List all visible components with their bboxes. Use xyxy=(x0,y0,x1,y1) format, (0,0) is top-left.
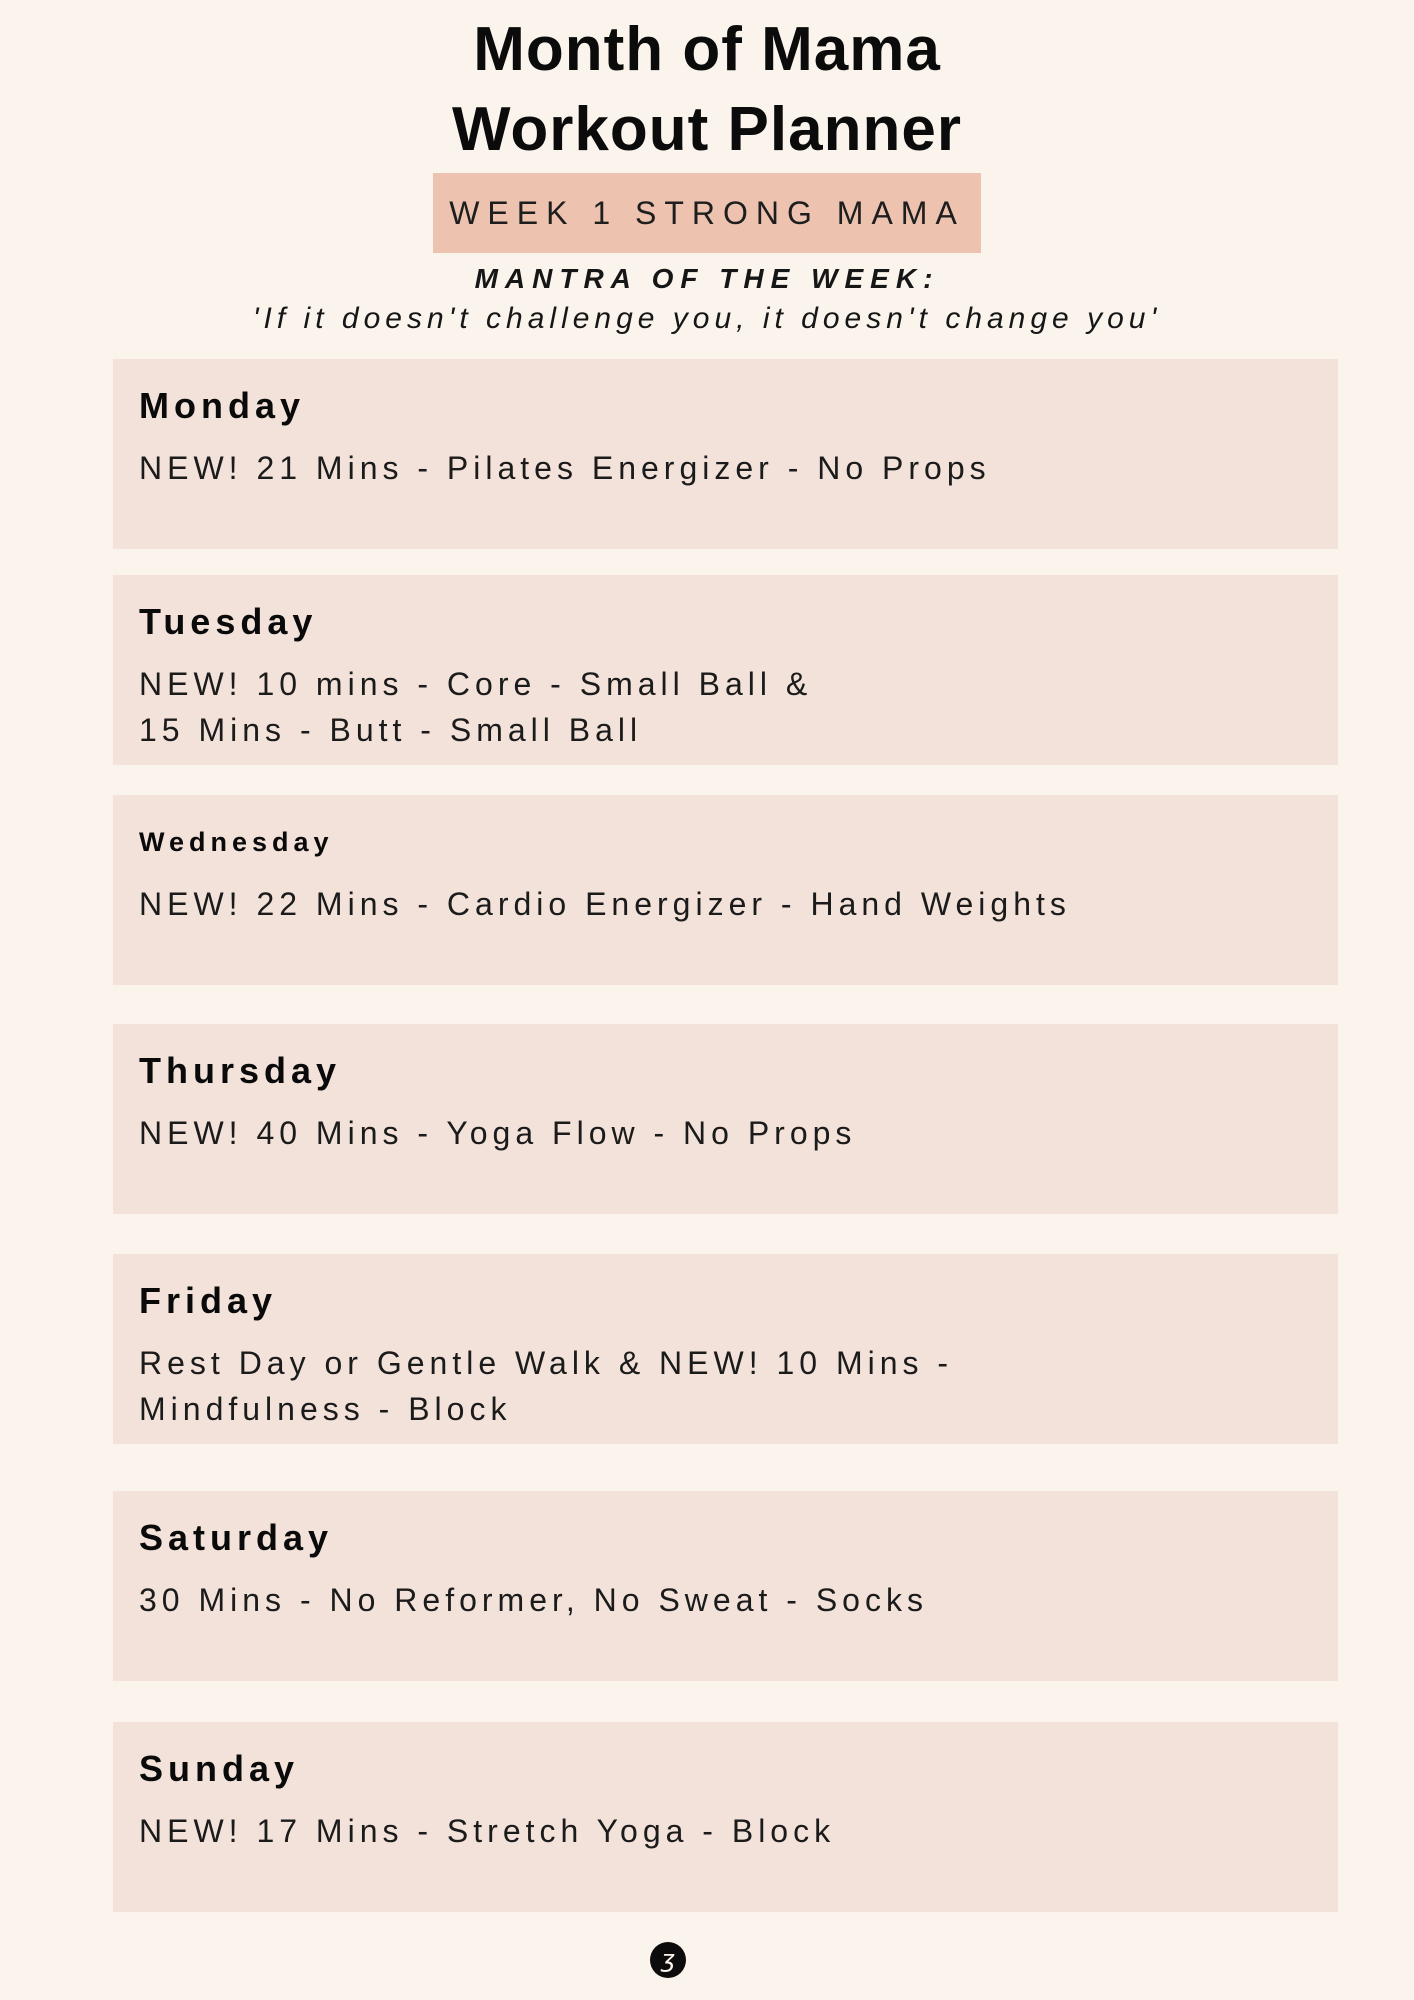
day-card-friday xyxy=(113,1254,1338,1444)
workout-line: NEW! 22 Mins - Cardio Energizer - Hand Weights xyxy=(139,886,1071,922)
day-title: Thursday xyxy=(139,1050,342,1091)
brand-logo-icon xyxy=(650,1942,686,1978)
page-title-line-2: Workout Planner xyxy=(452,95,962,164)
page-header xyxy=(0,0,1414,339)
day-body xyxy=(139,1808,1312,1854)
mantra-label: MANTRA OF THE WEEK: xyxy=(474,263,940,294)
day-card-thursday xyxy=(113,1024,1338,1214)
day-body xyxy=(139,1110,1312,1156)
page-footer xyxy=(650,1942,686,1978)
day-card-wednesday xyxy=(113,795,1338,985)
workout-line: NEW! 17 Mins - Stretch Yoga - Block xyxy=(139,1813,836,1849)
workout-line: 15 Mins - Butt - Small Ball xyxy=(139,712,643,748)
day-body xyxy=(139,1577,1312,1623)
day-title: Tuesday xyxy=(139,601,318,642)
workout-line: NEW! 21 Mins - Pilates Energizer - No Props xyxy=(139,450,991,486)
workout-line: 30 Mins - No Reformer, No Sweat - Socks xyxy=(139,1582,928,1618)
day-body xyxy=(139,445,1312,491)
day-card-monday xyxy=(113,359,1338,549)
day-title: Saturday xyxy=(139,1517,334,1558)
workout-line: Mindfulness - Block xyxy=(139,1391,512,1427)
week-badge: WEEK 1 STRONG MAMA xyxy=(433,173,981,253)
day-title: Monday xyxy=(139,385,306,426)
day-card-sunday xyxy=(113,1722,1338,1912)
day-card-saturday xyxy=(113,1491,1338,1681)
workout-line: NEW! 40 Mins - Yoga Flow - No Props xyxy=(139,1115,857,1151)
workout-line: Rest Day or Gentle Walk & NEW! 10 Mins - xyxy=(139,1345,954,1381)
day-title: Sunday xyxy=(139,1748,300,1789)
day-body xyxy=(139,661,1312,753)
day-card-list xyxy=(113,359,1338,1912)
mantra-quote: 'If it doesn't challenge you, it doesn't change you' xyxy=(252,302,1162,335)
day-card-tuesday xyxy=(113,575,1338,765)
workout-line: NEW! 10 mins - Core - Small Ball & xyxy=(139,666,813,702)
page-title-line-1: Month of Mama xyxy=(473,15,941,84)
day-body xyxy=(139,881,1312,927)
day-title: Wednesday xyxy=(139,827,334,857)
day-title: Friday xyxy=(139,1280,278,1321)
brand-logo-glyph: ʒ xyxy=(661,1945,675,1973)
day-body xyxy=(139,1340,1312,1432)
